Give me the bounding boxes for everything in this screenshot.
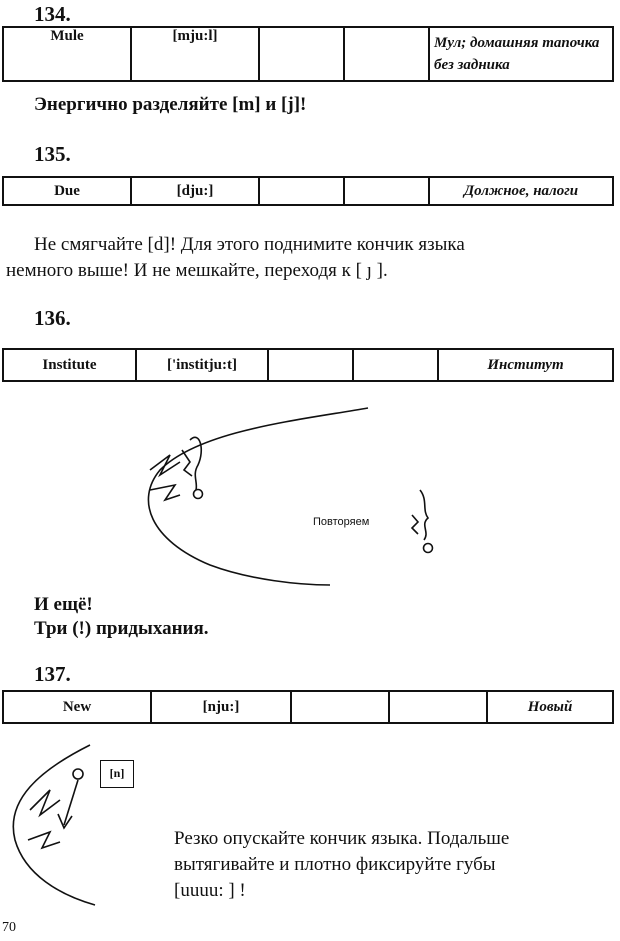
exercise-number-136: 136. <box>34 306 71 330</box>
tongue-tip <box>73 769 83 779</box>
transcription-cell: [nju:] <box>151 691 291 723</box>
exercise-number-134: 134. <box>34 2 71 26</box>
text-line-2: вытягивайте и плотно фиксируйте губы <box>174 854 496 875</box>
word-cell: Due <box>3 177 131 205</box>
exercise-number-135: 135. <box>34 142 71 166</box>
translation-cell: Должное, налоги <box>429 177 613 205</box>
text-line-1: Резко опускайте кончик языка. Подальше <box>174 828 510 849</box>
paragraph-line-2: немного выше! И не мешкайте, переходя к [ ȷ ]. <box>6 260 388 281</box>
figure-label: Повторяем <box>313 516 370 528</box>
teeth-upper <box>30 790 60 815</box>
transcription-cell: ['institju:t] <box>136 349 268 381</box>
paragraph-line-1: Не смягчайте [d]! Для этого поднимите кончик языка <box>34 234 465 255</box>
sound-box: [n] <box>100 760 134 788</box>
word-cell: Mule <box>3 27 131 81</box>
text-line-3: [uuuu: ] ! <box>174 880 246 901</box>
extra-line-1: И ещё! <box>34 594 93 615</box>
word-cell: Institute <box>3 349 136 381</box>
teeth-lower <box>28 832 60 848</box>
page-number: 70 <box>2 920 16 935</box>
extra-line-2: Три (!) придыхания. <box>34 618 209 639</box>
translation-cell: Новый <box>487 691 613 723</box>
instruction-134: Энергично разделяйте [m] и [j]! <box>34 94 307 115</box>
exercise-number-137: 137. <box>34 662 71 686</box>
translation-cell: Институт <box>438 349 613 381</box>
word-cell: New <box>3 691 151 723</box>
translation-cell: Мул; домашняя тапочка без задника <box>429 27 613 81</box>
transcription-cell: [mju:l] <box>131 27 259 81</box>
transcription-cell: [dju:] <box>131 177 259 205</box>
palate-curve <box>13 745 95 905</box>
